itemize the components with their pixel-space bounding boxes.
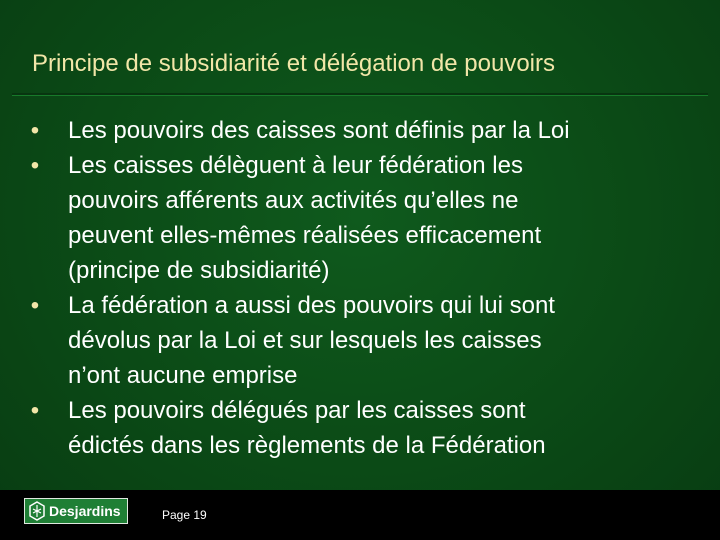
- bullet-line: Les pouvoirs délégués par les caisses sont: [68, 397, 526, 424]
- desjardins-logo: [24, 498, 128, 524]
- title-area: [0, 0, 720, 96]
- logo-text: Desjardins: [49, 503, 121, 519]
- desjardins-hexagon-icon: [25, 499, 49, 523]
- bullet-text: [68, 292, 555, 389]
- bullet-line: pouvoirs afférents aux activités qu’elles ne: [68, 187, 519, 214]
- bullet-list: [28, 113, 688, 463]
- bullet-text: [68, 397, 546, 459]
- bullet-text: [68, 152, 541, 284]
- title-divider: [12, 93, 708, 95]
- bullet-line: édictés dans les règlements de la Fédération: [68, 432, 546, 459]
- page-number: Page 19: [162, 508, 207, 522]
- bullet-line: (principe de subsidiarité): [68, 257, 330, 284]
- bullet-line: dévolus par la Loi et sur lesquels les caisses: [68, 327, 542, 354]
- bullet-marker: •: [30, 117, 40, 144]
- bullet-marker: •: [30, 397, 40, 424]
- bullet-text: [68, 117, 570, 144]
- bullet-item-laws: [28, 113, 688, 148]
- slide-title: Principe de subsidiarité et délégation de pouvoirs: [32, 50, 555, 77]
- bullet-marker: •: [30, 292, 40, 319]
- slide-footer: [0, 490, 720, 540]
- bullet-line: Les caisses délèguent à leur fédération les: [68, 152, 523, 179]
- bullet-item-federation-powers: [28, 288, 688, 393]
- bullet-marker: •: [30, 152, 40, 179]
- bullet-line: La fédération a aussi des pouvoirs qui lui sont: [68, 292, 555, 319]
- bullet-item-delegation: [28, 148, 688, 288]
- bullet-item-regulations: [28, 393, 688, 463]
- bullet-line: n’ont aucune emprise: [68, 362, 298, 389]
- bullet-line: peuvent elles-mêmes réalisées efficacement: [68, 222, 542, 249]
- bullet-line: Les pouvoirs des caisses sont définis par la Loi: [68, 117, 570, 144]
